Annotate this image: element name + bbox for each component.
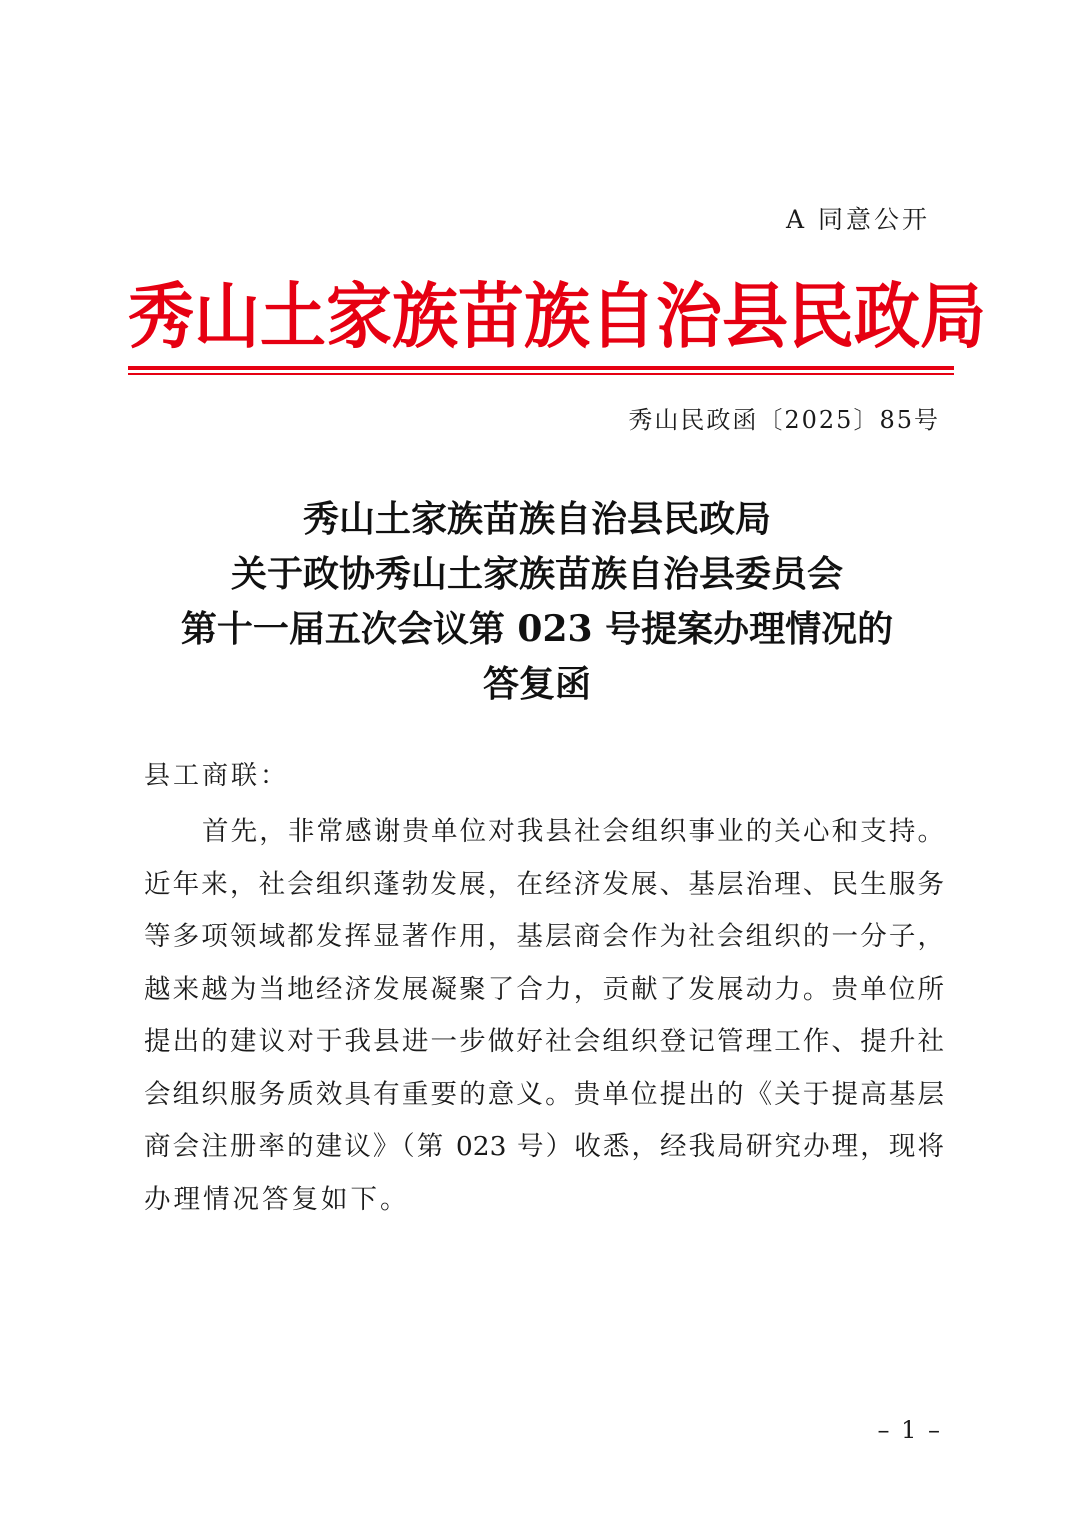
letterhead-char: 治	[656, 274, 722, 359]
title-line: 秀山土家族苗族自治县民政局	[302, 498, 771, 540]
letterhead-char: 苗	[458, 274, 524, 359]
body-line: 提出的建议对于我县进一步做好社会组织登记管理工作、提升社	[144, 1026, 944, 1057]
title-line: 答复函	[482, 663, 591, 705]
body-line: 会组织服务质效具有重要的意义。贵单位提出的《关于提高基层	[144, 1078, 944, 1110]
disclosure-label: A 同意公开	[785, 205, 930, 234]
body-paragraph	[144, 806, 944, 1226]
body-line: 首先，非常感谢贵单位对我县社会组织事业的关心和支持。	[202, 816, 944, 847]
title-line: 关于政协秀山土家族苗族自治县委员会	[230, 553, 843, 595]
letterhead-char: 局	[920, 274, 986, 359]
body-line: 近年来，社会组织蓬勃发展，在经济发展、基层治理、民生服务	[144, 868, 944, 900]
letterhead-char: 族	[524, 274, 590, 359]
letterhead-char: 家	[326, 274, 392, 359]
salutation: 县工商联：	[144, 761, 290, 791]
letterhead-title	[128, 272, 986, 362]
letterhead-divider-thin	[128, 373, 954, 375]
document-number: 秀山民政函〔2025〕85号	[628, 406, 940, 434]
letterhead-char: 民	[788, 274, 854, 359]
body-line: 办理情况答复如下。	[144, 1183, 410, 1215]
body-line: 越来越为当地经济发展凝聚了合力，贡献了发展动力。贵单位所	[144, 973, 944, 1005]
page-number: – 1 –	[877, 1416, 942, 1444]
letterhead-char: 山	[194, 274, 260, 359]
letterhead-char: 政	[854, 274, 920, 359]
title-line: 第十一届五次会议第 023 号提案办理情况的	[180, 608, 894, 650]
letterhead-char: 土	[260, 274, 326, 359]
letterhead-divider-thick	[128, 366, 954, 370]
letterhead-char: 自	[590, 274, 656, 359]
letterhead-char: 族	[392, 274, 458, 359]
letterhead-char: 秀	[128, 274, 194, 359]
letterhead-char: 县	[722, 274, 788, 359]
body-line: 商会注册率的建议》（第 023 号）收悉，经我局研究办理，现将	[144, 1131, 944, 1162]
body-line: 等多项领域都发挥显著作用，基层商会作为社会组织的一分子，	[144, 921, 944, 952]
document-title	[100, 492, 974, 712]
